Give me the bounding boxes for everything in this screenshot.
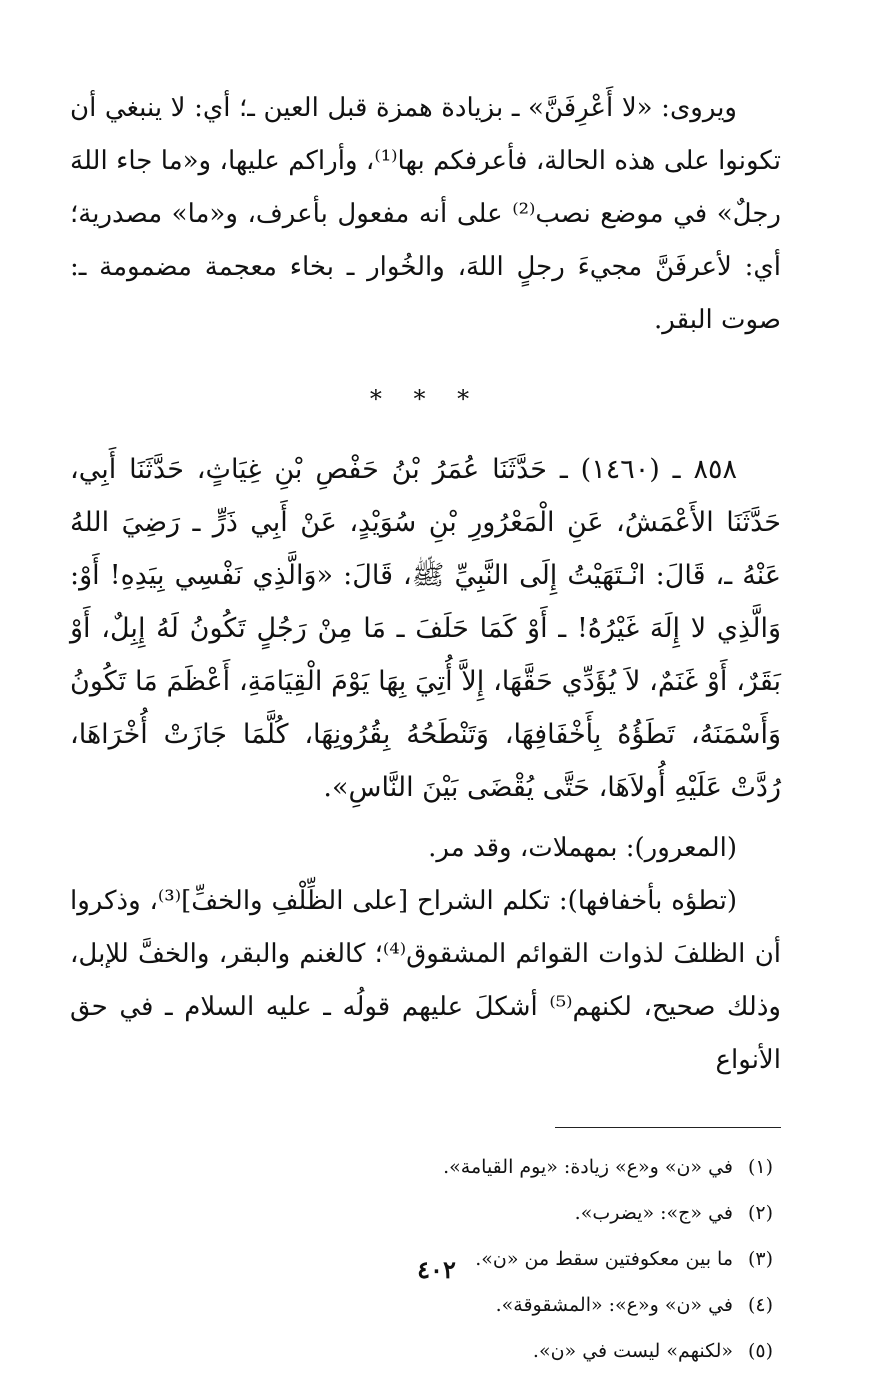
hadith-text: ٨٥٨ ـ (١٤٦٠) ـ حَدَّثَنَا عُمَرُ بْنُ حَفْصِ بْنِ غِيَاثٍ، حَدَّثَنَا أَبِي، حَدَّثَنَا الأَعْمَشُ، عَنِ الْمَعْرُورِ بْنِ سُوَيْدٍ، عَنْ أَبِي ذَرٍّ ـ رَضِيَ اللهُ عَنْهُ ـ، قَالَ: انْـتَهَيْتُ إِلَى النَّبِيِّ ﷺ، قَالَ: «وَالَّذِي نَفْسِي بِيَدِهِ! أَوْ: وَالَّذِي لا إِلَهَ غَيْرُهُ! ـ أَوْ كَمَا حَلَفَ ـ مَا مِنْ رَجُلٍ تَكُونُ لَهُ إِبِلٌ، أَوْ بَقَرٌ، أَوْ غَنَمٌ، لاَ يُؤَدِّي حَقَّهَا، إِلاَّ أُتِيَ بِهَا يَوْمَ الْقِيَامَةِ، أَعْظَمَ مَا تَكُونُ وَأَسْمَنَهُ، تَطَؤُهُ بِأَخْفَافِهَا، وَتَنْطَحُهُ بِقُرُونِهَا، كُلَّمَا جَازَتْ أُخْرَاهَا، رُدَّتْ عَلَيْهِ أُولاَهَا، حَتَّى يُقْضَى بَيْنَ النَّاسِ». (70, 454, 781, 803)
footnote-text: ما بين معكوفتين سقط من «ن». (475, 1248, 733, 1270)
commentary-paragraph-3: (تطؤه بأخفافها): تكلم الشراح [على الظِّلْفِ والخفِّ]⁽³⁾، وذكروا أن الظلفَ لذوات القوائم المشقوق⁽⁴⁾؛ كالغنم والبقر، والخفَّ للإبل، وذلك صحيح، لكنهم⁽⁵⁾ أشكلَ عليهم قولُه ـ عليه السلام ـ في حق الأنواع (70, 886, 782, 1075)
commentary-paragraph-1: ويروى: «لا أَعْرِفَنَّ» ـ بزيادة همزة قبل العين ـ؛ أي: لا ينبغي أن تكونوا على هذه الحالة، فأعرفكم بها⁽¹⁾، وأراكم عليها، و«ما جاء اللهَ رجلٌ» في موضع نصب⁽²⁾ على أنه مفعول بأعرف، و«ما» مصدرية؛ أي: لأعرفَنَّ مجيءَ رجلٍ اللهَ، والخُوار ـ بخاء معجمة مضمومة ـ: صوت البقر. (70, 93, 781, 335)
section-separator: * * * (369, 385, 482, 413)
page-number: ٤٠٢ (417, 1255, 456, 1284)
footnote-text: في «ج»: «يضرب». (574, 1202, 733, 1224)
commentary-paragraph-2: (المعرور): بمهملات، وقد مر. (428, 833, 737, 863)
footnote-number: (٥) (747, 1340, 773, 1362)
footnote-number: (٢) (747, 1202, 773, 1224)
footnote-divider (555, 1127, 781, 1128)
footnote-number: (١) (747, 1156, 773, 1178)
footnote-number: (٣) (747, 1248, 773, 1270)
page-body (70, 82, 781, 1376)
footnote-number: (٤) (747, 1294, 773, 1316)
footnote-text: في «ن» و«ع» زيادة: «يوم القيامة». (443, 1156, 733, 1178)
footnote-item (70, 1328, 773, 1374)
footnote-item (70, 1144, 773, 1190)
footnote-text: في «ن» و«ع»: «المشقوقة». (495, 1294, 733, 1316)
footnote-item (70, 1190, 773, 1236)
footnote-item (70, 1282, 773, 1328)
footnote-text: «لكنهم» ليست في «ن». (532, 1340, 733, 1362)
